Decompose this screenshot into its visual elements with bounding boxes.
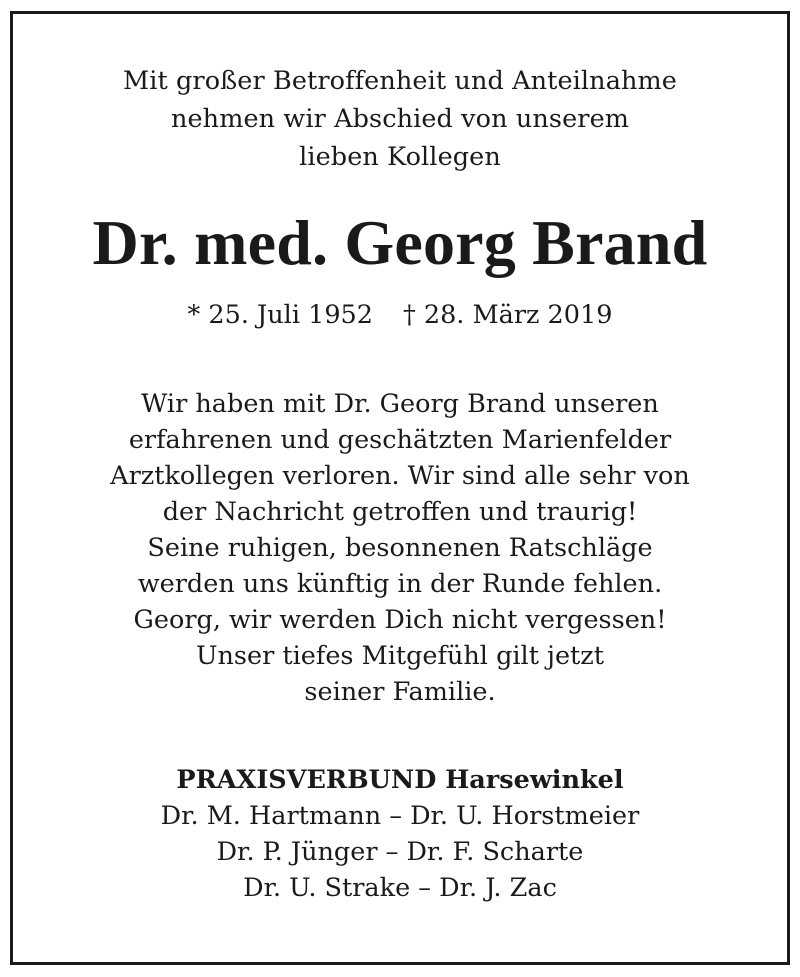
- message-line: erfahrenen und geschätzten Marienfelder: [128, 425, 672, 455]
- intro-line: lieben Kollegen: [299, 142, 501, 172]
- message-line: Unser tiefes Mitgefühl gilt jetzt: [196, 641, 604, 671]
- message-line: seiner Familie.: [304, 677, 496, 707]
- member-line: Dr. P. Jünger – Dr. F. Scharte: [216, 837, 584, 867]
- deceased-name: Dr. med. Georg Brand: [92, 207, 708, 278]
- message-line: werden uns künftig in der Runde fehlen.: [137, 569, 663, 599]
- member-line: Dr. U. Strake – Dr. J. Zac: [243, 873, 557, 903]
- member-line: Dr. M. Hartmann – Dr. U. Horstmeier: [160, 801, 640, 831]
- message-line: Arztkollegen verloren. Wir sind alle sehr von: [110, 461, 690, 491]
- signature-block: [0, 762, 800, 906]
- intro-line: Mit großer Betroffenheit und Anteilnahme: [122, 66, 678, 96]
- intro-text: [0, 62, 800, 176]
- message-line: Georg, wir werden Dich nicht vergessen!: [133, 605, 667, 635]
- intro-line: nehmen wir Abschied von unserem: [170, 104, 630, 134]
- message-line: der Nachricht getroffen und traurig!: [162, 497, 638, 527]
- message-line: Wir haben mit Dr. Georg Brand unseren: [141, 389, 659, 419]
- death-date: † 28. März 2019: [403, 300, 613, 330]
- life-dates: [0, 297, 800, 333]
- organization-name: PRAXISVERBUND Harsewinkel: [176, 765, 624, 795]
- birth-date: * 25. Juli 1952: [187, 300, 373, 330]
- message-line: Seine ruhigen, besonnenen Ratschläge: [147, 533, 653, 563]
- message-text: [0, 386, 800, 710]
